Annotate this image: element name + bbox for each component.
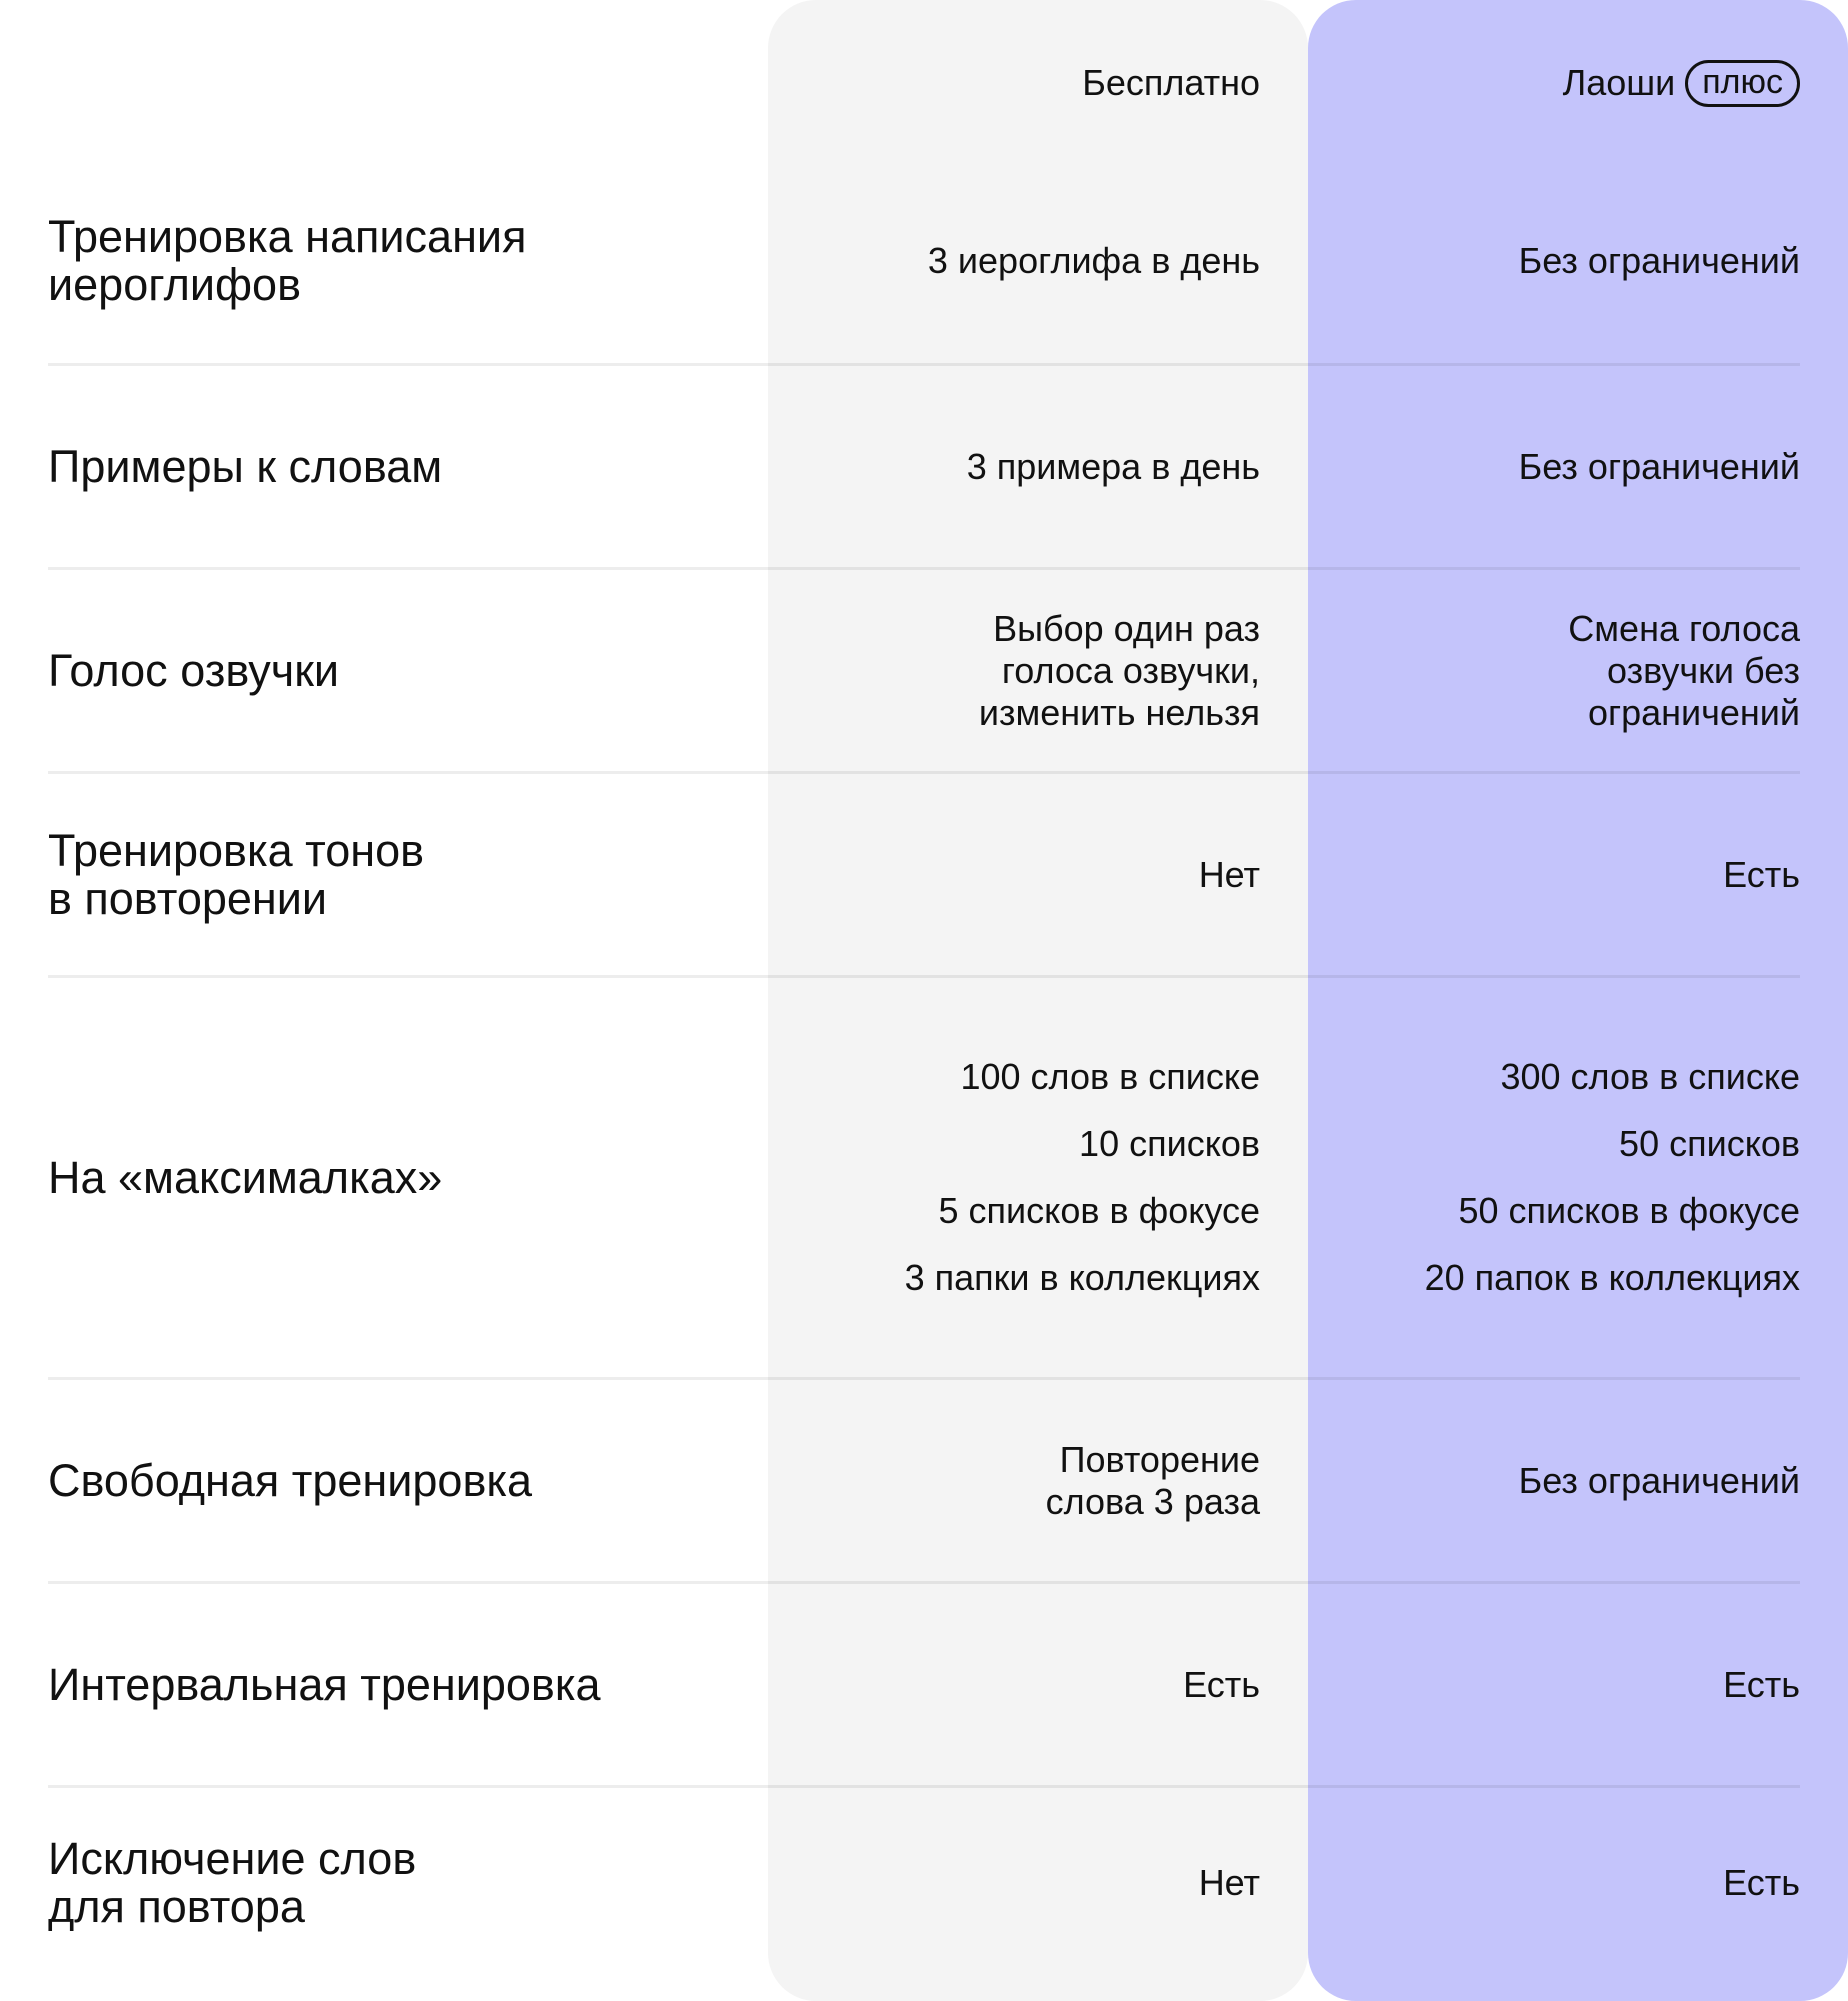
free-value-list: [780, 978, 1260, 1377]
free-value: Повторение слова 3 раза: [1045, 1438, 1260, 1522]
feature-label: Тренировка написания иероглифов: [48, 211, 527, 310]
feature-label: Тренировка тонов в повторении: [48, 824, 425, 924]
plus-value: Есть: [1723, 1862, 1800, 1903]
feature-label: Исключение слов для повтора: [48, 1833, 417, 1932]
plus-plan-title: Лаоши: [1562, 62, 1676, 103]
feature-row-interval-training: [0, 1584, 1848, 1785]
plus-value: Есть: [1723, 1663, 1800, 1705]
feature-label: Свободная тренировка: [48, 1454, 533, 1506]
plus-limit-item: 50 списков: [1619, 1122, 1800, 1164]
free-limit-item: 3 папки в коллекциях: [904, 1256, 1260, 1298]
free-value: Нет: [1198, 1862, 1260, 1903]
feature-row-limits: [0, 978, 1848, 1377]
plus-value: Без ограничений: [1518, 445, 1800, 487]
feature-label: Примеры к словам: [48, 440, 443, 492]
feature-row-examples: [0, 366, 1848, 567]
feature-row-free-training: [0, 1380, 1848, 1581]
plus-limit-item: 20 папок в коллекциях: [1424, 1256, 1800, 1298]
free-value: 3 иероглифа в день: [927, 240, 1260, 281]
free-plan-header: [768, 58, 1260, 108]
feature-row-word-exclusion: [0, 1788, 1848, 1978]
plus-value: Смена голоса озвучки без ограничений: [1568, 607, 1800, 733]
free-limit-item: 5 списков в фокусе: [938, 1189, 1260, 1231]
plus-limit-item: 300 слов в списке: [1500, 1055, 1800, 1097]
feature-label: На «максималках»: [48, 1151, 443, 1203]
feature-row-handwriting: [0, 159, 1848, 363]
free-plan-title: Бесплатно: [1082, 62, 1260, 103]
plus-plan-header: [1308, 58, 1800, 108]
free-limit-item: 10 списков: [1079, 1122, 1260, 1164]
feature-row-tones: [0, 774, 1848, 975]
feature-row-voice: [0, 570, 1848, 771]
feature-label: Голос озвучки: [48, 644, 340, 696]
free-limit-item: 100 слов в списке: [960, 1055, 1260, 1097]
free-value: 3 примера в день: [966, 445, 1260, 487]
plus-value-list: [1320, 978, 1800, 1377]
free-value: Есть: [1183, 1663, 1260, 1705]
plus-value: Без ограничений: [1518, 240, 1800, 281]
plus-value: Без ограничений: [1518, 1459, 1800, 1501]
feature-label: Интервальная тренировка: [48, 1658, 601, 1710]
plus-limit-item: 50 списков в фокусе: [1458, 1189, 1800, 1231]
plus-value: Есть: [1723, 853, 1800, 895]
free-value: Нет: [1198, 853, 1260, 895]
plus-badge: плюс: [1685, 60, 1800, 107]
free-value: Выбор один раз голоса озвучки, изменить нельзя: [978, 607, 1260, 733]
